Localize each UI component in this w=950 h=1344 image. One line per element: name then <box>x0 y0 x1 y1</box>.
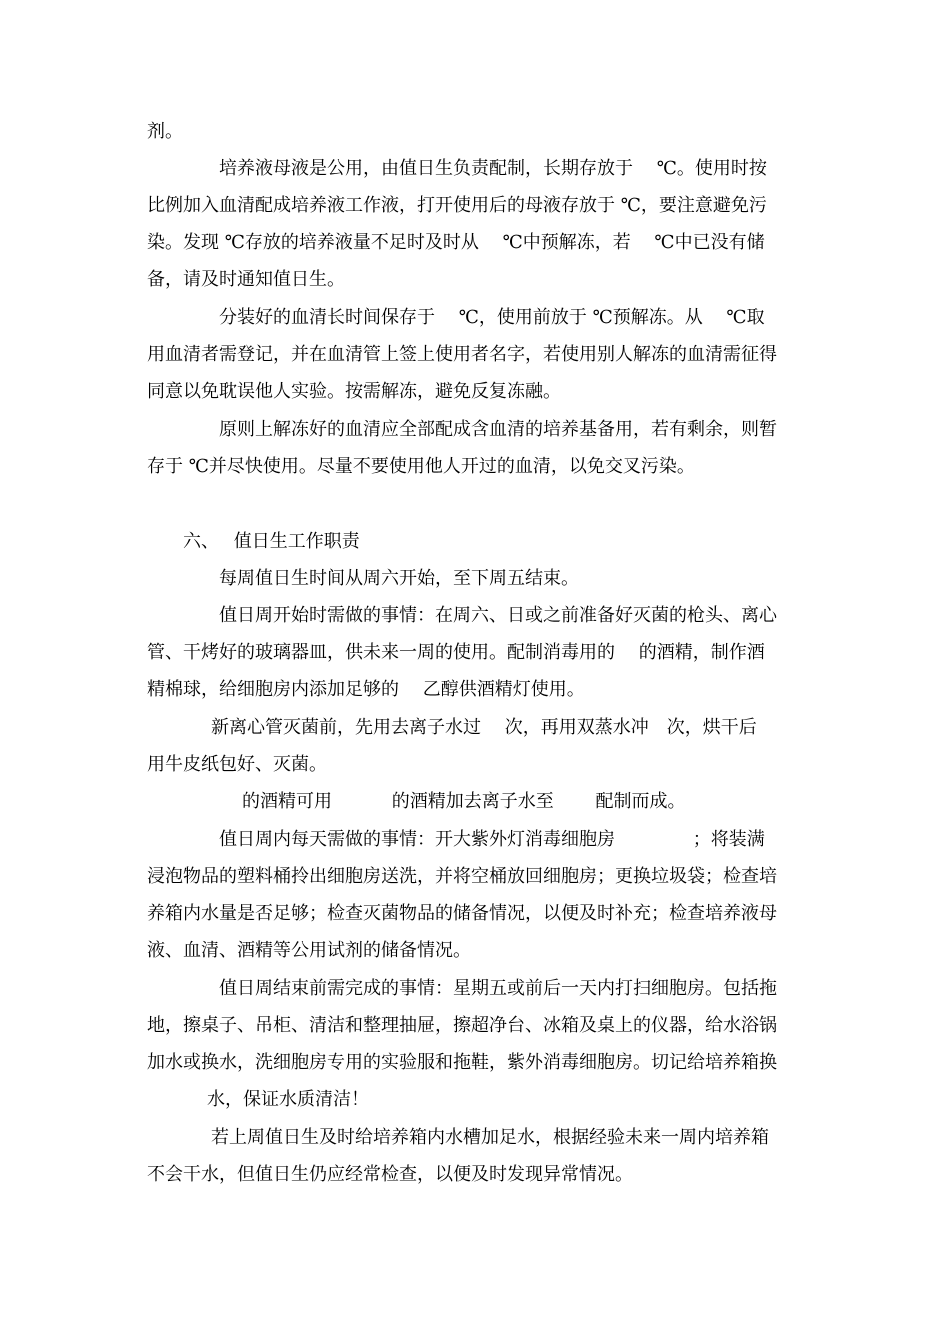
text-line: 培养液母液是公用，由值日生负责配制，长期存放于 ℃。使用时按 <box>219 158 767 179</box>
text-line: 备，请及时通知值日生。 <box>147 269 345 290</box>
text-line: 同意以免耽误他人实验。按需解冻，避免反复冻融。 <box>147 381 561 402</box>
text-line: 精棉球，给细胞房内添加足够的 乙醇供酒精灯使用。 <box>147 679 585 700</box>
text-line: 分装好的血清长时间保存于 ℃，使用前放于 ℃预解冻。从 ℃取 <box>219 307 765 328</box>
text-line: 若上周值日生及时给培养箱内水槽加足水，根据经验未来一周内培养箱 <box>211 1127 769 1148</box>
text-line: 值日周内每天需做的事情：开大紫外灯消毒细胞房 ；将装满 <box>219 829 765 850</box>
text-line: 水，保证水质清洁！ <box>207 1089 369 1110</box>
text-line: 比例加入血清配成培养液工作液，打开使用后的母液存放于 ℃，要注意避免污 <box>147 195 767 216</box>
text-line: 染。发现 ℃存放的培养液量不足时及时从 ℃中预解冻，若 ℃中已没有储 <box>147 232 765 253</box>
text-line: 值日周结束前需完成的事情：星期五或前后一天内打扫细胞房。包括拖 <box>219 978 777 999</box>
text-line: 液、血清、酒精等公用试剂的储备情况。 <box>147 940 471 961</box>
text-line: 浸泡物品的塑料桶拎出细胞房送洗，并将空桶放回细胞房；更换垃圾袋；检查培 <box>147 866 777 887</box>
text-line: 管、干烤好的玻璃器皿，供未来一周的使用。配制消毒用的 的酒精，制作酒 <box>147 642 765 663</box>
text-line: 用血清者需登记，并在血清管上签上使用者名字，若使用别人解冻的血清需征得 <box>147 344 777 365</box>
text-line: 值日周开始时需做的事情：在周六、日或之前准备好灭菌的枪头、离心 <box>219 605 777 626</box>
text-line: 不会干水，但值日生仍应经常检查，以便及时发现异常情况。 <box>147 1164 633 1185</box>
text-line: 存于 ℃并尽快使用。尽量不要使用他人开过的血清，以免交叉污染。 <box>147 456 695 477</box>
section-heading: 六、 值日生工作职责 <box>183 531 360 552</box>
text-line: 养箱内水量是否足够；检查灭菌物品的储备情况，以便及时补充；检查培养液母 <box>147 903 777 924</box>
text-line: 新离心管灭菌前，先用去离子水过 次，再用双蒸水冲 次，烘干后 <box>211 717 757 738</box>
text-line: 剂。 <box>147 121 183 142</box>
text-line: 用牛皮纸包好、灭菌。 <box>147 754 327 775</box>
text-line: 原则上解冻好的血清应全部配成含血清的培养基备用，若有剩余，则暂 <box>219 419 777 440</box>
text-line: 地，擦桌子、吊柜、清洁和整理抽屉，擦超净台、冰箱及桌上的仪器，给水浴锅 <box>147 1015 777 1036</box>
text-line: 每周值日生时间从周六开始，至下周五结束。 <box>219 568 579 589</box>
text-line: 的酒精可用 的酒精加去离子水至 配制而成。 <box>242 791 686 812</box>
text-line: 加水或换水，洗细胞房专用的实验服和拖鞋，紫外消毒细胞房。切记给培养箱换 <box>147 1052 777 1073</box>
